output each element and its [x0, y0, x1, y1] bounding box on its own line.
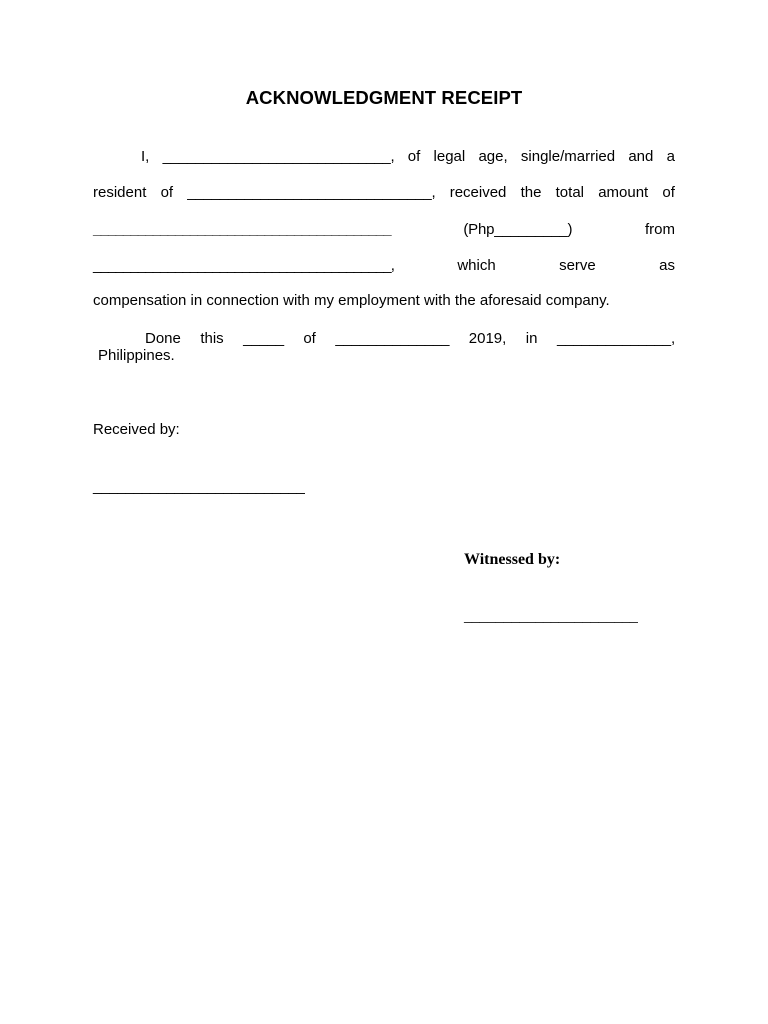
word: as — [659, 256, 675, 274]
word: of — [160, 183, 174, 201]
word: of — [407, 147, 421, 165]
word: the — [520, 183, 542, 201]
day-blank: _____ — [243, 329, 284, 347]
month-blank: ______________ — [335, 329, 450, 347]
paragraph-1-line-3 — [93, 219, 675, 239]
word: a — [666, 147, 675, 165]
received-by-label: Received by: — [93, 421, 180, 438]
place-blank: ______________, — [556, 329, 675, 347]
word: legal — [433, 147, 466, 165]
word: single/married — [520, 147, 616, 165]
word: of — [303, 329, 316, 347]
amount-words-blank: ________________________________________ — [93, 220, 391, 238]
address-blank: ______________________________, — [187, 183, 436, 201]
word: this — [200, 329, 224, 347]
amount-php-blank: (Php_________) — [463, 220, 573, 238]
paragraph-2-line-1 — [145, 328, 675, 348]
word: total — [555, 183, 584, 201]
word: age, — [478, 147, 508, 165]
word: and — [628, 147, 654, 165]
word: amount — [598, 183, 649, 201]
paragraph-1-line-1 — [141, 146, 675, 166]
word: Done — [145, 329, 181, 347]
paragraph-1-line-5: compensation in connection with my employment with the aforesaid company. — [93, 292, 610, 309]
word: I, — [141, 147, 150, 165]
witness-signature-line: ______________________ — [464, 608, 638, 625]
word: resident — [93, 183, 147, 201]
word: serve — [559, 256, 596, 274]
payer-blank: ________________________________________, — [93, 256, 394, 274]
word: 2019, — [468, 329, 507, 347]
word: received — [449, 183, 507, 201]
paragraph-1-line-2 — [93, 182, 675, 202]
document-title: ACKNOWLEDGMENT RECEIPT — [245, 87, 523, 108]
received-signature-line: __________________________ — [93, 478, 305, 495]
word: from — [644, 220, 675, 238]
paragraph-2-line-2: Philippines. — [98, 347, 175, 364]
word: in — [525, 329, 538, 347]
paragraph-1-line-4 — [93, 255, 675, 275]
word: of — [662, 183, 675, 201]
name-blank: ____________________________, — [162, 147, 395, 165]
witnessed-by-label: Witnessed by: — [464, 551, 561, 568]
word: which — [457, 256, 496, 274]
